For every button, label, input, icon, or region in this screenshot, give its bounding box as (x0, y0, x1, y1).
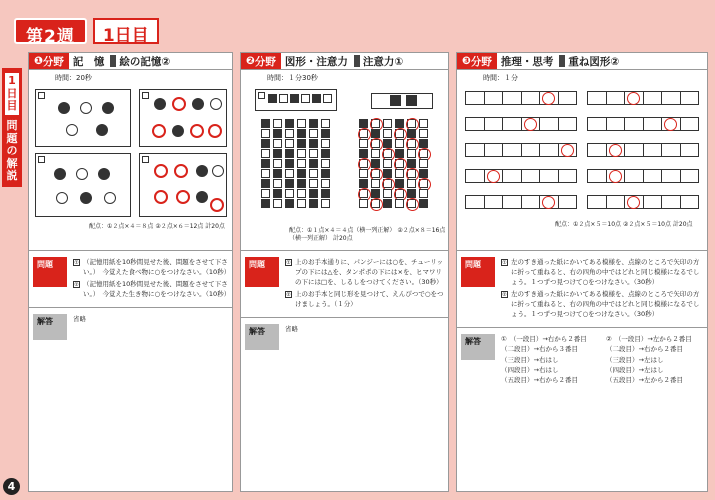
score-line: 配点：①２点×４＝８点 ②２点×６＝12点 計20点 (89, 223, 225, 230)
answer-item: （三段目）→左はし (606, 355, 664, 364)
panel-reasoning (456, 52, 708, 492)
memory-sheet-1 (35, 89, 131, 147)
egg-drawing (66, 124, 78, 136)
answer-circle (176, 190, 190, 204)
side-tab-title: 問題の解説 (6, 118, 18, 183)
category-label: 図形・注意力 (284, 55, 348, 68)
panel-title: 重ね図形② (568, 55, 620, 68)
answer-circle (210, 198, 224, 212)
category-label: 記 憶 (72, 55, 105, 68)
panel-header (457, 53, 707, 70)
answer-circle (172, 97, 186, 111)
answer-label: 解答 (245, 324, 279, 350)
answer-circle (152, 124, 166, 138)
box-tag (38, 156, 45, 163)
shape-example (371, 93, 433, 109)
answer-section (457, 328, 707, 388)
answer-item: （三段目）→右はし (501, 355, 559, 364)
question-item: ② （記憶用紙を10秒間見せた後、問題をさせて下さい。） 今覚えた生き物に○をつけなさい。（10秒） (74, 280, 231, 299)
animal-drawing (196, 191, 208, 203)
overlay-row (587, 169, 699, 183)
hourglass-icon (406, 95, 417, 106)
quiz-figure (29, 85, 232, 251)
time-limit: 時間：20秒 (55, 74, 92, 82)
score-line: 配点：①２点×５＝10点 ②２点×５＝10点 計20点 (555, 221, 693, 228)
field-badge: ❷ 分野 (241, 53, 281, 69)
creature-drawing (76, 168, 88, 180)
memory-sheet-2 (35, 153, 131, 217)
overlay-row (465, 117, 577, 131)
answer-item: ② （一段目）→左から２番目 (606, 335, 692, 344)
box-tag (258, 92, 265, 99)
answer-circle (174, 164, 188, 178)
dog-drawing (56, 192, 68, 204)
turtle-drawing (54, 168, 66, 180)
side-tab (2, 68, 22, 187)
fish-drawing (80, 102, 92, 114)
food-drawing (172, 125, 184, 137)
field-badge: ❶ 分野 (29, 53, 69, 69)
flower-example (255, 89, 337, 111)
question-label: 問題 (245, 257, 279, 287)
separator (110, 55, 116, 67)
separator (354, 55, 360, 67)
question-item: ① （記憶用紙を10秒間見せた後、問題をさせて下さい。） 今覚えた食べ物に○をつけなさい。（10秒） (74, 258, 231, 277)
overlay-row (587, 143, 699, 157)
time-limit: 時間：１分30秒 (267, 74, 318, 82)
banana-drawing (58, 102, 70, 114)
animal-drawing (104, 192, 116, 204)
time-limit: 時間：１分 (483, 74, 518, 82)
answer-circle (190, 124, 204, 138)
question-item: ① 左のすき通った紙にかいてある模様を、点線のところで矢印の方に折って重ねると、右の四角の中ではどれと同じ模様になるでしょう。１つずつ見つけて○をつけなさい。（30秒） (502, 258, 700, 287)
answer-list (501, 334, 703, 384)
animal-drawing (196, 165, 208, 177)
quiz-figure (457, 85, 707, 251)
flower-grid (261, 119, 332, 208)
hourglass-icon (390, 95, 401, 106)
question-item: ② 上のお手本と同じ形を見つけて、えんぴつで○をつけましょう。（１分） (286, 290, 444, 309)
shape-grid (359, 119, 430, 208)
question-label: 問題 (33, 257, 67, 287)
panel-title: 絵の記憶② (119, 55, 171, 68)
question-section (457, 251, 707, 325)
overlay-row (465, 169, 577, 183)
question-item: ② 左のすき通った紙にかいてある模様を、点線のところで矢印の方に折って重ねると、右の四角の中ではどれと同じ模様になるでしょう。１つずつ見つけて○をつけなさい。（30秒） (502, 290, 700, 319)
overlay-row (465, 143, 577, 157)
answer-item: （四段目）→右はし (501, 365, 559, 374)
overlay-row (587, 195, 699, 209)
score-line: 配点：①１点×４＝４点（横一列正解） ②２点×８＝16点（横一列正解） 計20点 (289, 227, 446, 242)
box-tag (142, 92, 149, 99)
panel-title: 注意力① (362, 55, 404, 68)
page-number: 4 (3, 478, 20, 495)
answer-circle (208, 124, 222, 138)
box-tag (142, 156, 149, 163)
question-label: 問題 (461, 257, 495, 287)
answer-item: （四段目）→左はし (606, 365, 664, 374)
snail-drawing (98, 168, 110, 180)
question-section (241, 251, 448, 315)
overlay-row (465, 195, 577, 209)
apple-drawing (96, 124, 108, 136)
page-header (14, 18, 159, 47)
question-section (29, 251, 232, 305)
answer-text: 省略 (73, 315, 86, 324)
panel-attention (240, 52, 449, 492)
panel-header (241, 53, 448, 70)
field-badge: ❸ 分野 (457, 53, 497, 69)
cherry-drawing (102, 102, 114, 114)
overlay-row (465, 91, 577, 105)
deer-drawing (80, 192, 92, 204)
category-label: 推理・思考 (500, 55, 554, 68)
answer-section (241, 318, 448, 354)
answer-text: 省略 (285, 325, 298, 334)
side-tab-day: 1日目 (4, 72, 20, 116)
day-badge: 1日目 (93, 18, 159, 44)
food-drawing (192, 98, 204, 110)
answer-circle (154, 164, 168, 178)
answer-item: （二段目）→右から３番目 (501, 345, 578, 354)
answer-section (29, 308, 232, 344)
answer-item: （五段目）→右から２番目 (501, 375, 578, 384)
food-drawing (210, 98, 222, 110)
quiz-figure (241, 85, 448, 251)
answer-sheet-1 (139, 89, 227, 147)
panel-header (29, 53, 232, 70)
answer-item: （二段目）→右から２番目 (606, 345, 683, 354)
box-tag (38, 92, 45, 99)
answer-label: 解答 (33, 314, 67, 340)
animal-drawing (212, 165, 224, 177)
panel-memory (28, 52, 233, 492)
week-badge: 第2週 (14, 18, 87, 44)
overlay-row (587, 117, 699, 131)
question-item: ① 上のお手本通りに、パンジーには○を、チューリップの下には△を、タンポポの下には×を、ヒマワリの下には□を、しるしをつけてください。（30秒） (286, 258, 444, 287)
separator (559, 55, 565, 67)
flower-row (268, 94, 333, 103)
answer-circle (154, 190, 168, 204)
answer-label: 解答 (461, 334, 495, 360)
answer-item: （五段目）→左から２番目 (606, 375, 683, 384)
food-drawing (154, 98, 166, 110)
answer-sheet-2 (139, 153, 227, 217)
answer-item: ① （一段目）→右から２番目 (501, 335, 587, 344)
overlay-row (587, 91, 699, 105)
